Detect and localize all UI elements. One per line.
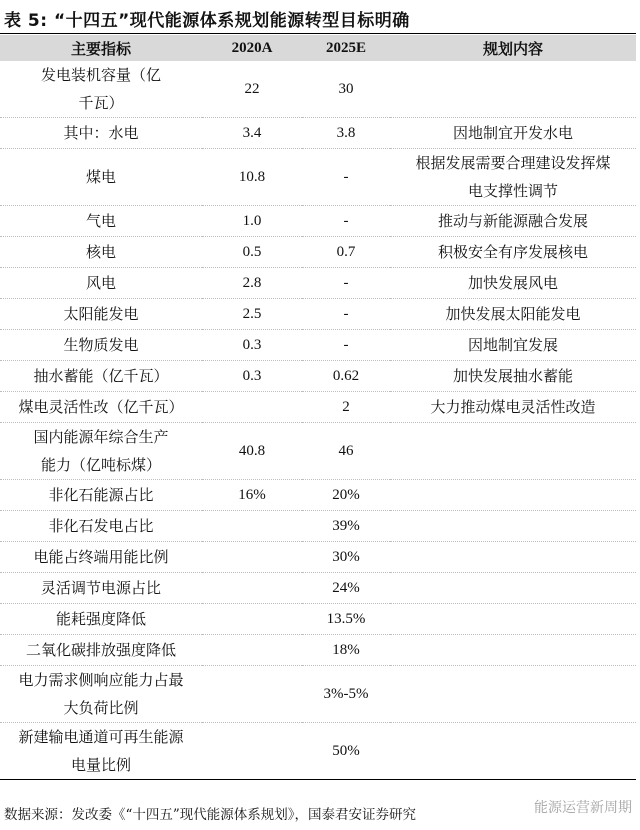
- value-2025e-cell: [302, 268, 390, 299]
- value-2020a-cell: [202, 480, 302, 511]
- plan-cell: [390, 61, 636, 118]
- value-2020a-cell: [202, 206, 302, 237]
- value-2025e-text: -: [343, 306, 349, 322]
- value-2020a-text: 0.3: [242, 337, 262, 353]
- plan-cell: [390, 268, 636, 299]
- value-2020a-text: 1.0: [242, 213, 262, 229]
- value-2025e-text: 24%: [332, 580, 360, 596]
- indicator-cell: [0, 666, 202, 723]
- indicator-text: 煤电灵活性改（亿千瓦）: [18, 398, 184, 416]
- table-row: [0, 666, 636, 723]
- value-2025e-cell: [302, 604, 390, 635]
- table-row: [0, 511, 636, 542]
- table-row: [0, 573, 636, 604]
- indicator-cell: [0, 149, 202, 206]
- indicator-cell: [0, 392, 202, 423]
- plan-text: 加快发展风电: [467, 274, 558, 292]
- value-2025e-text: 20%: [332, 487, 360, 503]
- value-2025e-cell: [302, 361, 390, 392]
- plan-text: 积极安全有序发展核电: [437, 243, 588, 261]
- value-2025e-text: 30: [338, 81, 354, 97]
- value-2025e-cell: [302, 723, 390, 780]
- table-row: [0, 299, 636, 330]
- indicator-text: 核电: [85, 243, 116, 261]
- value-2025e-text: 3.8: [336, 125, 356, 141]
- value-2020a-cell: [202, 149, 302, 206]
- value-2020a-text: 10.8: [238, 169, 266, 185]
- data-source-note: 数据来源：发改委《“十四五”现代能源体系规划》，国泰君安证券研究: [4, 807, 417, 823]
- value-2025e-text: 30%: [332, 549, 360, 565]
- value-2025e-cell: [302, 480, 390, 511]
- value-2020a-cell: [202, 330, 302, 361]
- indicator-text: 非化石能源占比: [48, 486, 154, 504]
- value-2025e-text: -: [343, 169, 349, 185]
- plan-cell: [390, 392, 636, 423]
- table-header-row: [0, 35, 636, 61]
- value-2025e-cell: [302, 206, 390, 237]
- plan-cell: [390, 361, 636, 392]
- value-2020a-cell: [202, 635, 302, 666]
- indicator-text: 风电: [85, 274, 116, 292]
- plan-cell: [390, 573, 636, 604]
- indicator-text: 太阳能发电: [63, 305, 139, 323]
- value-2025e-cell: [302, 573, 390, 604]
- indicator-text: 二氧化碳排放强度降低: [25, 641, 176, 659]
- plan-text: 加快发展抽水蓄能: [452, 367, 573, 385]
- watermark: 能源运营新周期: [534, 800, 632, 816]
- indicator-cell: [0, 604, 202, 635]
- indicator-text: 电力需求侧响应能力占最大负荷比例: [18, 671, 184, 717]
- value-2025e-cell: [302, 423, 390, 480]
- indicator-cell: [0, 330, 202, 361]
- table-row: [0, 480, 636, 511]
- table-row: [0, 61, 636, 118]
- value-2020a-text: 16%: [238, 487, 266, 503]
- plan-cell: [390, 423, 636, 480]
- value-2020a-cell: [202, 237, 302, 268]
- table-row: [0, 392, 636, 423]
- value-2020a-cell: [202, 604, 302, 635]
- value-2025e-cell: [302, 392, 390, 423]
- value-2025e-text: -: [343, 213, 349, 229]
- indicator-cell: [0, 361, 202, 392]
- table-row: [0, 361, 636, 392]
- value-2020a-cell: [202, 511, 302, 542]
- plan-cell: [390, 206, 636, 237]
- plan-cell: [390, 237, 636, 268]
- table-row: [0, 635, 636, 666]
- value-2020a-text: 40.8: [238, 443, 266, 459]
- value-2025e-cell: [302, 542, 390, 573]
- title-rule: [0, 33, 636, 34]
- table-row: [0, 423, 636, 480]
- indicator-cell: [0, 635, 202, 666]
- value-2020a-text: 0.5: [242, 244, 262, 260]
- value-2025e-cell: [302, 511, 390, 542]
- indicator-cell: [0, 542, 202, 573]
- value-2025e-text: 18%: [332, 642, 360, 658]
- plan-cell: [390, 299, 636, 330]
- value-2025e-text: 13.5%: [326, 611, 366, 627]
- plan-cell: [390, 480, 636, 511]
- value-2020a-cell: [202, 61, 302, 118]
- plan-text: 加快发展太阳能发电: [445, 305, 581, 323]
- value-2025e-text: 50%: [332, 743, 360, 759]
- table-row: [0, 604, 636, 635]
- indicator-cell: [0, 206, 202, 237]
- indicator-text: 新建输电通道可再生能源电量比例: [18, 728, 184, 774]
- plan-cell: [390, 149, 636, 206]
- value-2020a-cell: [202, 392, 302, 423]
- indicator-text: 非化石发电占比: [48, 517, 154, 535]
- value-2020a-text: 22: [244, 81, 260, 97]
- indicator-text: 电能占终端用能比例: [33, 548, 169, 566]
- value-2020a-cell: [202, 573, 302, 604]
- value-2025e-text: 0.62: [332, 368, 360, 384]
- header-2020a: 2020A: [202, 35, 302, 61]
- plan-cell: [390, 635, 636, 666]
- indicator-text: 气电: [85, 212, 116, 230]
- indicator-text: 其中：水电: [63, 124, 139, 142]
- header-2025e: 2025E: [302, 35, 390, 61]
- value-2025e-cell: [302, 61, 390, 118]
- indicator-cell: [0, 723, 202, 780]
- value-2025e-text: 2: [342, 399, 350, 415]
- value-2025e-cell: [302, 666, 390, 723]
- indicator-text: 灵活调节电源占比: [40, 579, 161, 597]
- indicator-text: 煤电: [85, 168, 116, 186]
- table-row: [0, 330, 636, 361]
- value-2025e-cell: [302, 635, 390, 666]
- indicator-text: 国内能源年综合生产能力（亿吨标煤）: [33, 428, 169, 474]
- plan-text: 因地制宜开发水电: [452, 124, 573, 142]
- table-row: [0, 542, 636, 573]
- indicator-cell: [0, 299, 202, 330]
- table-row: [0, 723, 636, 780]
- header-plan: 规划内容: [390, 35, 636, 61]
- value-2020a-cell: [202, 423, 302, 480]
- value-2020a-cell: [202, 361, 302, 392]
- indicator-cell: [0, 118, 202, 149]
- table-row: [0, 149, 636, 206]
- plan-cell: [390, 511, 636, 542]
- value-2025e-cell: [302, 237, 390, 268]
- plan-cell: [390, 118, 636, 149]
- indicator-cell: [0, 511, 202, 542]
- table-row: [0, 237, 636, 268]
- table-title: 表 5: “十四五”现代能源体系规划能源转型目标明确: [4, 11, 410, 31]
- table-row: [0, 268, 636, 299]
- indicator-text: 抽水蓄能（亿千瓦）: [33, 367, 169, 385]
- plan-text: 推动与新能源融合发展: [437, 212, 588, 230]
- plan-cell: [390, 723, 636, 780]
- value-2025e-cell: [302, 149, 390, 206]
- indicator-cell: [0, 573, 202, 604]
- indicator-cell: [0, 480, 202, 511]
- indicator-text: 发电装机容量（亿千瓦）: [40, 66, 161, 112]
- plan-text: 因地制宜发展: [467, 336, 558, 354]
- plan-text: 根据发展需要合理建设发挥煤电支撑性调节: [415, 154, 611, 200]
- indicator-cell: [0, 268, 202, 299]
- value-2025e-text: -: [343, 337, 349, 353]
- value-2020a-text: 0.3: [242, 368, 262, 384]
- header-indicator: 主要指标: [0, 35, 202, 61]
- value-2020a-cell: [202, 268, 302, 299]
- plan-text: 大力推动煤电灵活性改造: [430, 398, 596, 416]
- table-row: [0, 206, 636, 237]
- value-2025e-cell: [302, 118, 390, 149]
- value-2020a-cell: [202, 542, 302, 573]
- plan-cell: [390, 542, 636, 573]
- plan-cell: [390, 604, 636, 635]
- value-2025e-text: 3%-5%: [323, 686, 369, 702]
- value-2020a-cell: [202, 299, 302, 330]
- value-2020a-cell: [202, 723, 302, 780]
- indicator-cell: [0, 423, 202, 480]
- table-row: [0, 118, 636, 149]
- value-2020a-text: 2.5: [242, 306, 262, 322]
- value-2020a-cell: [202, 666, 302, 723]
- value-2020a-text: 2.8: [242, 275, 262, 291]
- indicator-cell: [0, 237, 202, 268]
- value-2020a-text: 3.4: [242, 125, 262, 141]
- value-2025e-cell: [302, 299, 390, 330]
- value-2020a-cell: [202, 118, 302, 149]
- value-2025e-cell: [302, 330, 390, 361]
- plan-cell: [390, 666, 636, 723]
- indicator-text: 能耗强度降低: [55, 610, 146, 628]
- indicator-cell: [0, 61, 202, 118]
- value-2025e-text: 46: [338, 443, 354, 459]
- energy-targets-table: [0, 35, 636, 780]
- value-2025e-text: -: [343, 275, 349, 291]
- value-2025e-text: 39%: [332, 518, 360, 534]
- indicator-text: 生物质发电: [63, 336, 139, 354]
- plan-cell: [390, 330, 636, 361]
- value-2025e-text: 0.7: [336, 244, 356, 260]
